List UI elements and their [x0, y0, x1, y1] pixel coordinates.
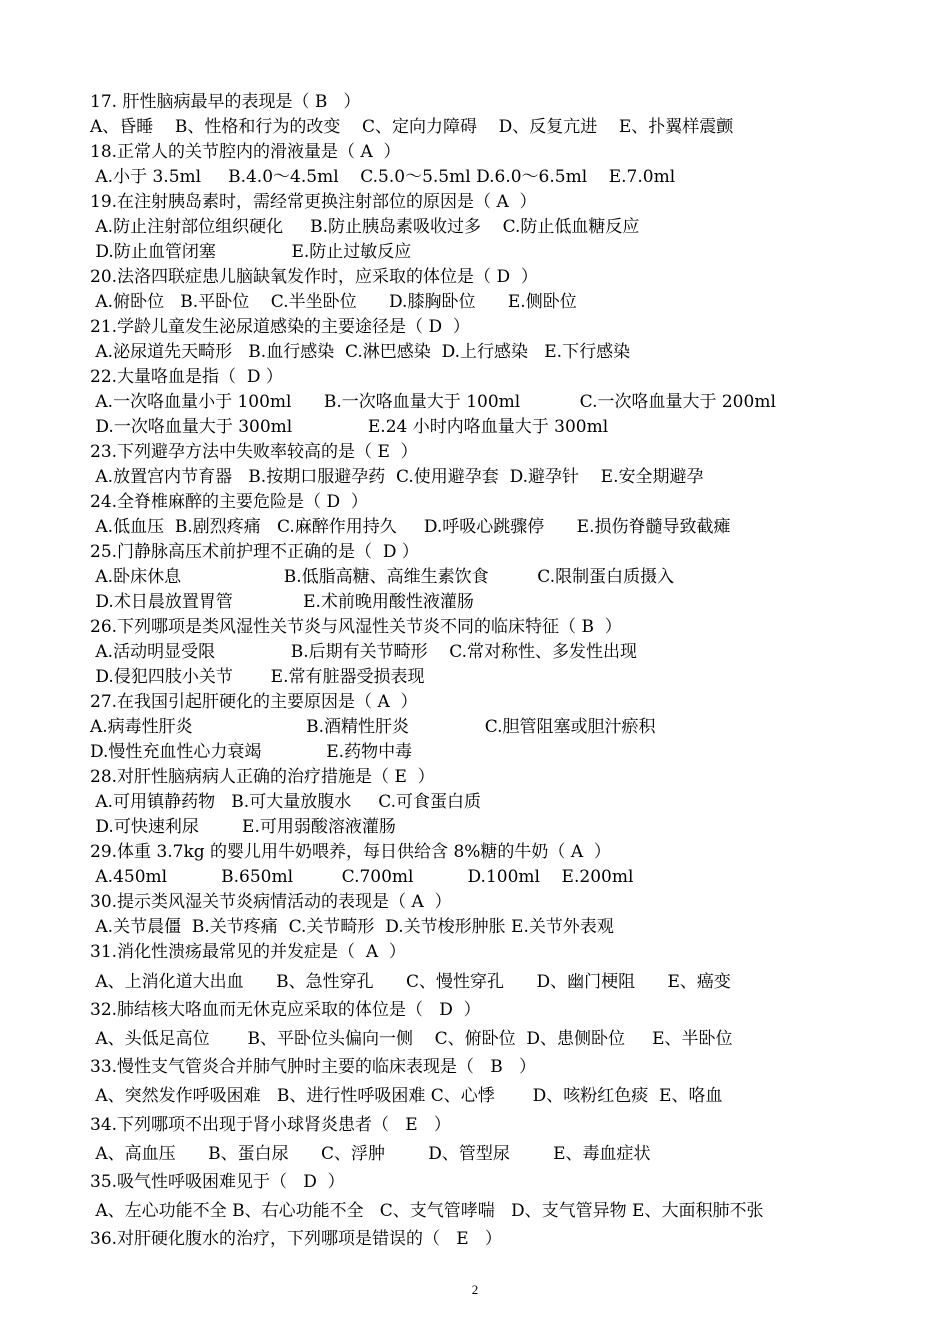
answer-options: A.小于 3.5ml B.4.0～4.5ml C.5.0～5.5ml D.6.0～6.5ml E.7.0ml — [90, 167, 676, 187]
answer-options: A.俯卧位 B.平卧位 C.半坐卧位 D.膝胸卧位 E.侧卧位 — [90, 292, 577, 312]
answer-options: A、头低足高位 B、平卧位头偏向一侧 C、俯卧位 D、患侧卧位 E、半卧位 — [90, 1029, 733, 1049]
question-stem: 32.肺结核大咯血而无休克应采取的体位是（ D ） — [90, 1000, 481, 1020]
answer-options: A.可用镇静药物 B.可大量放腹水 C.可食蛋白质 — [90, 792, 482, 812]
question-stem: 33.慢性支气管炎合并肺气肿时主要的临床表现是（ B ） — [90, 1057, 536, 1077]
answer-options: A、昏睡 B、性格和行为的改变 C、定向力障碍 D、反复亢进 E、扑翼样震颤 — [90, 117, 734, 137]
answer-options: D.侵犯四肢小关节 E.常有脏器受损表现 — [90, 667, 425, 687]
answer-options: A.防止注射部位组织硬化 B.防止胰岛素吸收过多 C.防止低血糖反应 — [90, 217, 640, 237]
answer-options: A.病毒性肝炎 B.酒精性肝炎 C.胆管阻塞或胆汁瘀积 — [90, 717, 656, 737]
answer-options: D.术日晨放置胃管 E.术前晚用酸性液灌肠 — [90, 592, 474, 612]
question-stem: 21.学龄儿童发生泌尿道感染的主要途径是（ D ） — [90, 317, 470, 337]
answer-options: D.可快速利尿 E.可用弱酸溶液灌肠 — [90, 817, 396, 837]
answer-options: A.关节晨僵 B.关节疼痛 C.关节畸形 D.关节梭形肿胀 E.关节外表观 — [90, 917, 614, 937]
answer-options: A、左心功能不全 B、右心功能不全 C、支气管哮喘 D、支气管异物 E、大面积肺不张 — [90, 1201, 764, 1221]
answer-options: A.低血压 B.剧烈疼痛 C.麻醉作用持久 D.呼吸心跳骤停 E.损伤脊髓导致截瘫 — [90, 517, 731, 537]
question-stem: 28.对肝性脑病病人正确的治疗措施是（ E ） — [90, 767, 435, 787]
question-stem: 24.全脊椎麻醉的主要危险是（ D ） — [90, 492, 368, 512]
question-stem: 30.提示类风湿关节炎病情活动的表现是（ A ） — [90, 892, 452, 912]
answer-options: A.泌尿道先天畸形 B.血行感染 C.淋巴感染 D.上行感染 E.下行感染 — [90, 342, 631, 362]
answer-options: D.慢性充血性心力衰竭 E.药物中毒 — [90, 742, 413, 762]
answer-options: D.防止血管闭塞 E.防止过敏反应 — [90, 242, 412, 262]
question-stem: 23.下列避孕方法中失败率较高的是（ E ） — [90, 442, 418, 462]
answer-options: A.活动明显受限 B.后期有关节畸形 C.常对称性、多发性出现 — [90, 642, 638, 662]
question-stem: 17. 肝性脑病最早的表现是（ B ） — [90, 92, 361, 112]
answer-options: A、突然发作呼吸困难 B、进行性呼吸困难 C、心悸 D、咳粉红色痰 E、咯血 — [90, 1086, 723, 1106]
question-stem: 31.消化性溃疡最常见的并发症是（ A ） — [90, 942, 406, 962]
page-number: 2 — [471, 1282, 479, 1297]
answer-options: A.卧床休息 B.低脂高糖、高维生素饮食 C.限制蛋白质摄入 — [90, 567, 675, 587]
question-stem: 22.大量咯血是指（ D ） — [90, 367, 283, 387]
question-stem: 35.吸气性呼吸困难见于（ D ） — [90, 1172, 345, 1192]
answer-options: D.一次咯血量大于 300ml E.24 小时内咯血量大于 300ml — [90, 417, 609, 437]
question-stem: 18.正常人的关节腔内的滑液量是（ A ） — [90, 142, 401, 162]
question-stem: 19.在注射胰岛素时，需经常更换注射部位的原因是（ A ） — [90, 192, 537, 212]
answer-options: A、高血压 B、蛋白尿 C、浮肿 D、管型尿 E、毒血症状 — [90, 1144, 651, 1164]
question-stem: 29.体重 3.7kg 的婴儿用牛奶喂养，每日供给含 8%糖的牛奶（ A ） — [90, 842, 611, 862]
answer-options: A.放置宫内节育器 B.按期口服避孕药 C.使用避孕套 D.避孕针 E.安全期避孕 — [90, 467, 704, 487]
question-stem: 20.法洛四联症患儿脑缺氧发作时，应采取的体位是（ D ） — [90, 267, 538, 287]
question-stem: 26.下列哪项是类风湿性关节炎与风湿性关节炎不同的临床特征（ B ） — [90, 617, 622, 637]
question-stem: 25.门静脉高压术前护理不正确的是（ D ） — [90, 542, 419, 562]
question-stem: 36.对肝硬化腹水的治疗，下列哪项是错误的（ E ） — [90, 1229, 502, 1249]
question-stem: 34.下列哪项不出现于肾小球肾炎患者（ E ） — [90, 1115, 451, 1135]
answer-options: A、上消化道大出血 B、急性穿孔 C、慢性穿孔 D、幽门梗阻 E、癌变 — [90, 972, 731, 992]
question-stem: 27.在我国引起肝硬化的主要原因是（ A ） — [90, 692, 418, 712]
answer-options: A.一次咯血量小于 100ml B.一次咯血量大于 100ml C.一次咯血量大于 200ml — [90, 392, 776, 412]
answer-options: A.450ml B.650ml C.700ml D.100ml E.200ml — [90, 867, 634, 887]
